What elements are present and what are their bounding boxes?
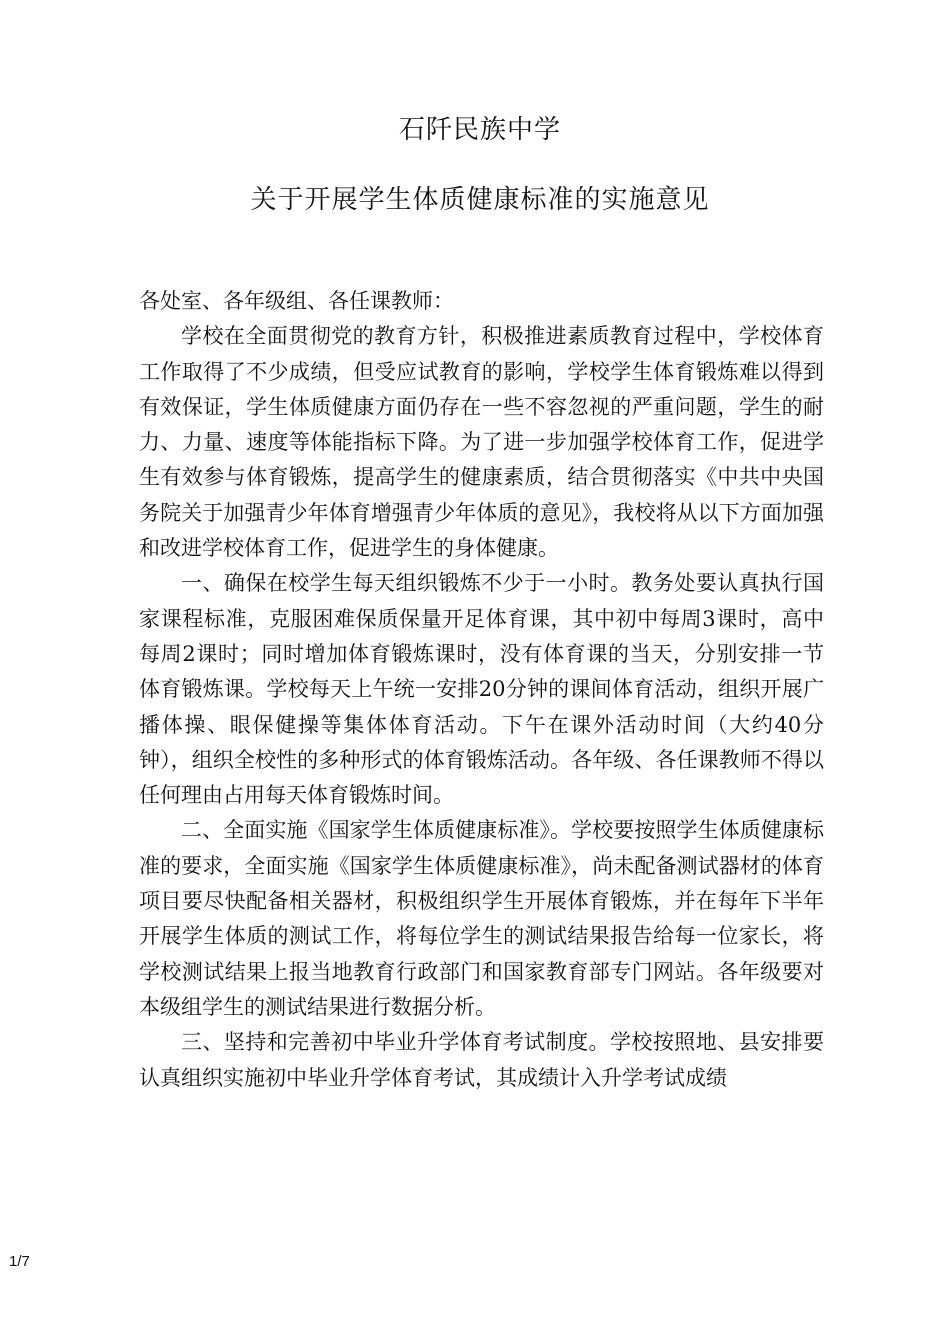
paragraph-section-1: 一、确保在校学生每天组织锻炼不少于一小时。教务处要认真执行国家课程标准，克服困难保质保量开足体育课，其中初中每周3课时，高中每周2课时；同时增加体育锻炼课时，没有体育课的当天，分别安排一节体育锻炼课。学校每天上午统一安排20分钟的课间体育活动，组织开展广播体操、眼保健操等集体体育活动。下午在课外活动时间（大约40分钟），组织全校性的多种形式的体育锻炼活动。各年级、各任课教师不得以任何理由占用每天体育锻炼时间。 — [139, 571, 824, 808]
document-title: 关于开展学生体质健康标准的实施意见 — [250, 185, 710, 215]
paragraph-section-2: 二、全面实施《国家学生体质健康标准》。学校要按照学生体质健康标准的要求，全面实施《国家学生体质健康标准》，尚未配备测试器材的体育项目要尽快配备相关器材，积极组织学生开展体育锻炼，并在每年下半年开展学生体质的测试工作，将每位学生的测试结果报告给每一位家长，将学校测试结果上报当地教育行政部门和国家教育部专门网站。各年级要对本级组学生的测试结果进行数据分析。 — [139, 818, 824, 1019]
paragraph-section-3: 三、坚持和完善初中毕业升学体育考试制度。学校按照地、县安排要认真组织实施初中毕业升学体育考试，其成绩计入升学考试成绩 — [139, 1030, 824, 1090]
school-title: 石阡民族中学 — [398, 115, 561, 145]
document-body — [139, 284, 824, 1096]
salutation: 各处室、各年级组、各任课教师： — [139, 289, 454, 313]
page-number: 1/7 — [9, 1253, 30, 1270]
paragraph-intro: 学校在全面贯彻党的教育方针，积极推进素质教育过程中，学校体育工作取得了不少成绩，但受应试教育的影响，学校学生体育锻炼难以得到有效保证，学生体质健康方面仍存在一些不容忽视的严重问题，学生的耐力、力量、速度等体能指标下降。为了进一步加强学校体育工作，促进学生有效参与体育锻炼，提高学生的健康素质，结合贯彻落实《中共中央国务院关于加强青少年体育增强青少年体质的意见》，我校将从以下方面加强和改进学校体育工作，促进学生的身体健康。 — [139, 324, 824, 561]
